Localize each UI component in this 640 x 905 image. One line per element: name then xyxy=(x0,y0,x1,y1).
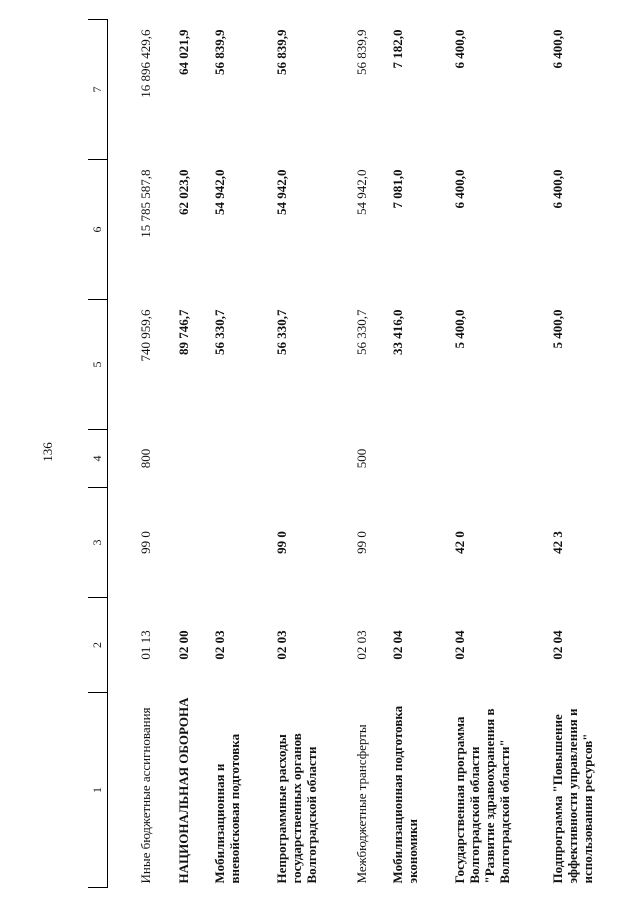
row-program xyxy=(176,488,212,598)
row-value-7: 16 896 429,6 xyxy=(138,29,153,98)
row-program: 42 3 xyxy=(550,531,565,554)
row-name: НАЦИОНАЛЬНАЯ ОБОРОНА xyxy=(176,697,191,884)
header-col-6: 6 xyxy=(88,160,108,300)
row-value-5: 89 746,7 xyxy=(176,309,191,355)
header-col-4: 4 xyxy=(88,430,108,488)
row-value-7: 56 839,9 xyxy=(274,29,289,75)
row-value-6: 6 400,0 xyxy=(452,169,467,209)
rotated-table-container xyxy=(88,20,628,888)
row-section: 02 03 xyxy=(274,630,289,660)
header-col-7: 7 xyxy=(88,20,108,160)
row-value-7: 56 839,9 xyxy=(212,29,227,75)
header-row xyxy=(88,20,108,888)
row-program xyxy=(390,488,452,598)
row-type xyxy=(212,430,274,488)
row-value-5: 33 416,0 xyxy=(390,309,405,355)
row-program xyxy=(212,488,274,598)
row-section: 02 03 xyxy=(212,630,227,660)
table-row xyxy=(274,20,354,888)
row-name: Иные бюджетные ассигнования xyxy=(138,707,153,884)
row-section: 02 04 xyxy=(452,630,467,660)
row-value-6: 54 942,0 xyxy=(354,169,369,215)
row-type xyxy=(452,430,550,488)
row-type xyxy=(274,430,354,488)
table-row xyxy=(212,20,274,888)
row-value-7: 64 021,9 xyxy=(176,29,191,75)
row-program: 42 0 xyxy=(452,531,467,554)
row-value-6: 15 785 587,8 xyxy=(138,169,153,238)
header-col-1: 1 xyxy=(88,693,108,888)
row-value-6: 54 942,0 xyxy=(212,169,227,215)
row-value-5: 5 400,0 xyxy=(550,309,565,349)
row-type: 500 xyxy=(354,448,369,469)
row-value-5: 5 400,0 xyxy=(452,309,467,349)
row-name: Государственная программа Волгоградской области "Развитие здравоохранения в Волгоградской области" xyxy=(452,708,512,884)
row-value-5: 56 330,7 xyxy=(212,309,227,355)
row-value-7: 6 400,0 xyxy=(452,29,467,69)
row-name: Мобилизационная подготовка экономики xyxy=(390,705,420,884)
table-row xyxy=(550,20,616,888)
row-name: Непрограммные расходы государственных органов Волгоградской области xyxy=(274,733,319,884)
page-number: 136 xyxy=(39,442,55,462)
row-section: 02 04 xyxy=(550,630,565,660)
row-section: 02 04 xyxy=(390,630,405,660)
row-value-7: 7 182,0 xyxy=(390,29,405,69)
row-type: 800 xyxy=(138,448,153,469)
row-section: 02 03 xyxy=(354,630,369,660)
row-value-5: 56 330,7 xyxy=(354,309,369,355)
row-type xyxy=(390,430,452,488)
table-row xyxy=(108,20,177,888)
row-value-5: 56 330,7 xyxy=(274,309,289,355)
row-type xyxy=(176,430,212,488)
table-row xyxy=(452,20,550,888)
table-row xyxy=(176,20,212,888)
row-program: 99 0 xyxy=(274,531,289,554)
row-program: 99 0 xyxy=(138,531,153,554)
row-name: Подпрограмма "Повышение эффективности управления и использования ресурсов" xyxy=(550,708,595,884)
header-col-2: 2 xyxy=(88,598,108,693)
row-value-6: 7 081,0 xyxy=(390,169,405,209)
row-name: Мобилизационная и вневойсковая подготовка xyxy=(212,733,242,884)
row-value-6: 62 023,0 xyxy=(176,169,191,215)
table-row xyxy=(354,20,390,888)
row-value-6: 6 400,0 xyxy=(550,169,565,209)
row-value-6: 54 942,0 xyxy=(274,169,289,215)
row-section: 02 00 xyxy=(176,630,191,660)
row-value-7: 56 839,9 xyxy=(354,29,369,75)
row-value-7: 6 400,0 xyxy=(550,29,565,69)
row-program: 99 0 xyxy=(354,531,369,554)
budget-table xyxy=(88,19,616,888)
row-section: 01 13 xyxy=(138,630,153,660)
row-name: Межбюджетные трансферты xyxy=(354,724,369,884)
row-value-5: 740 959,6 xyxy=(138,309,153,362)
row-type xyxy=(550,430,616,488)
header-col-5: 5 xyxy=(88,300,108,430)
table-row xyxy=(390,20,452,888)
header-col-3: 3 xyxy=(88,488,108,598)
